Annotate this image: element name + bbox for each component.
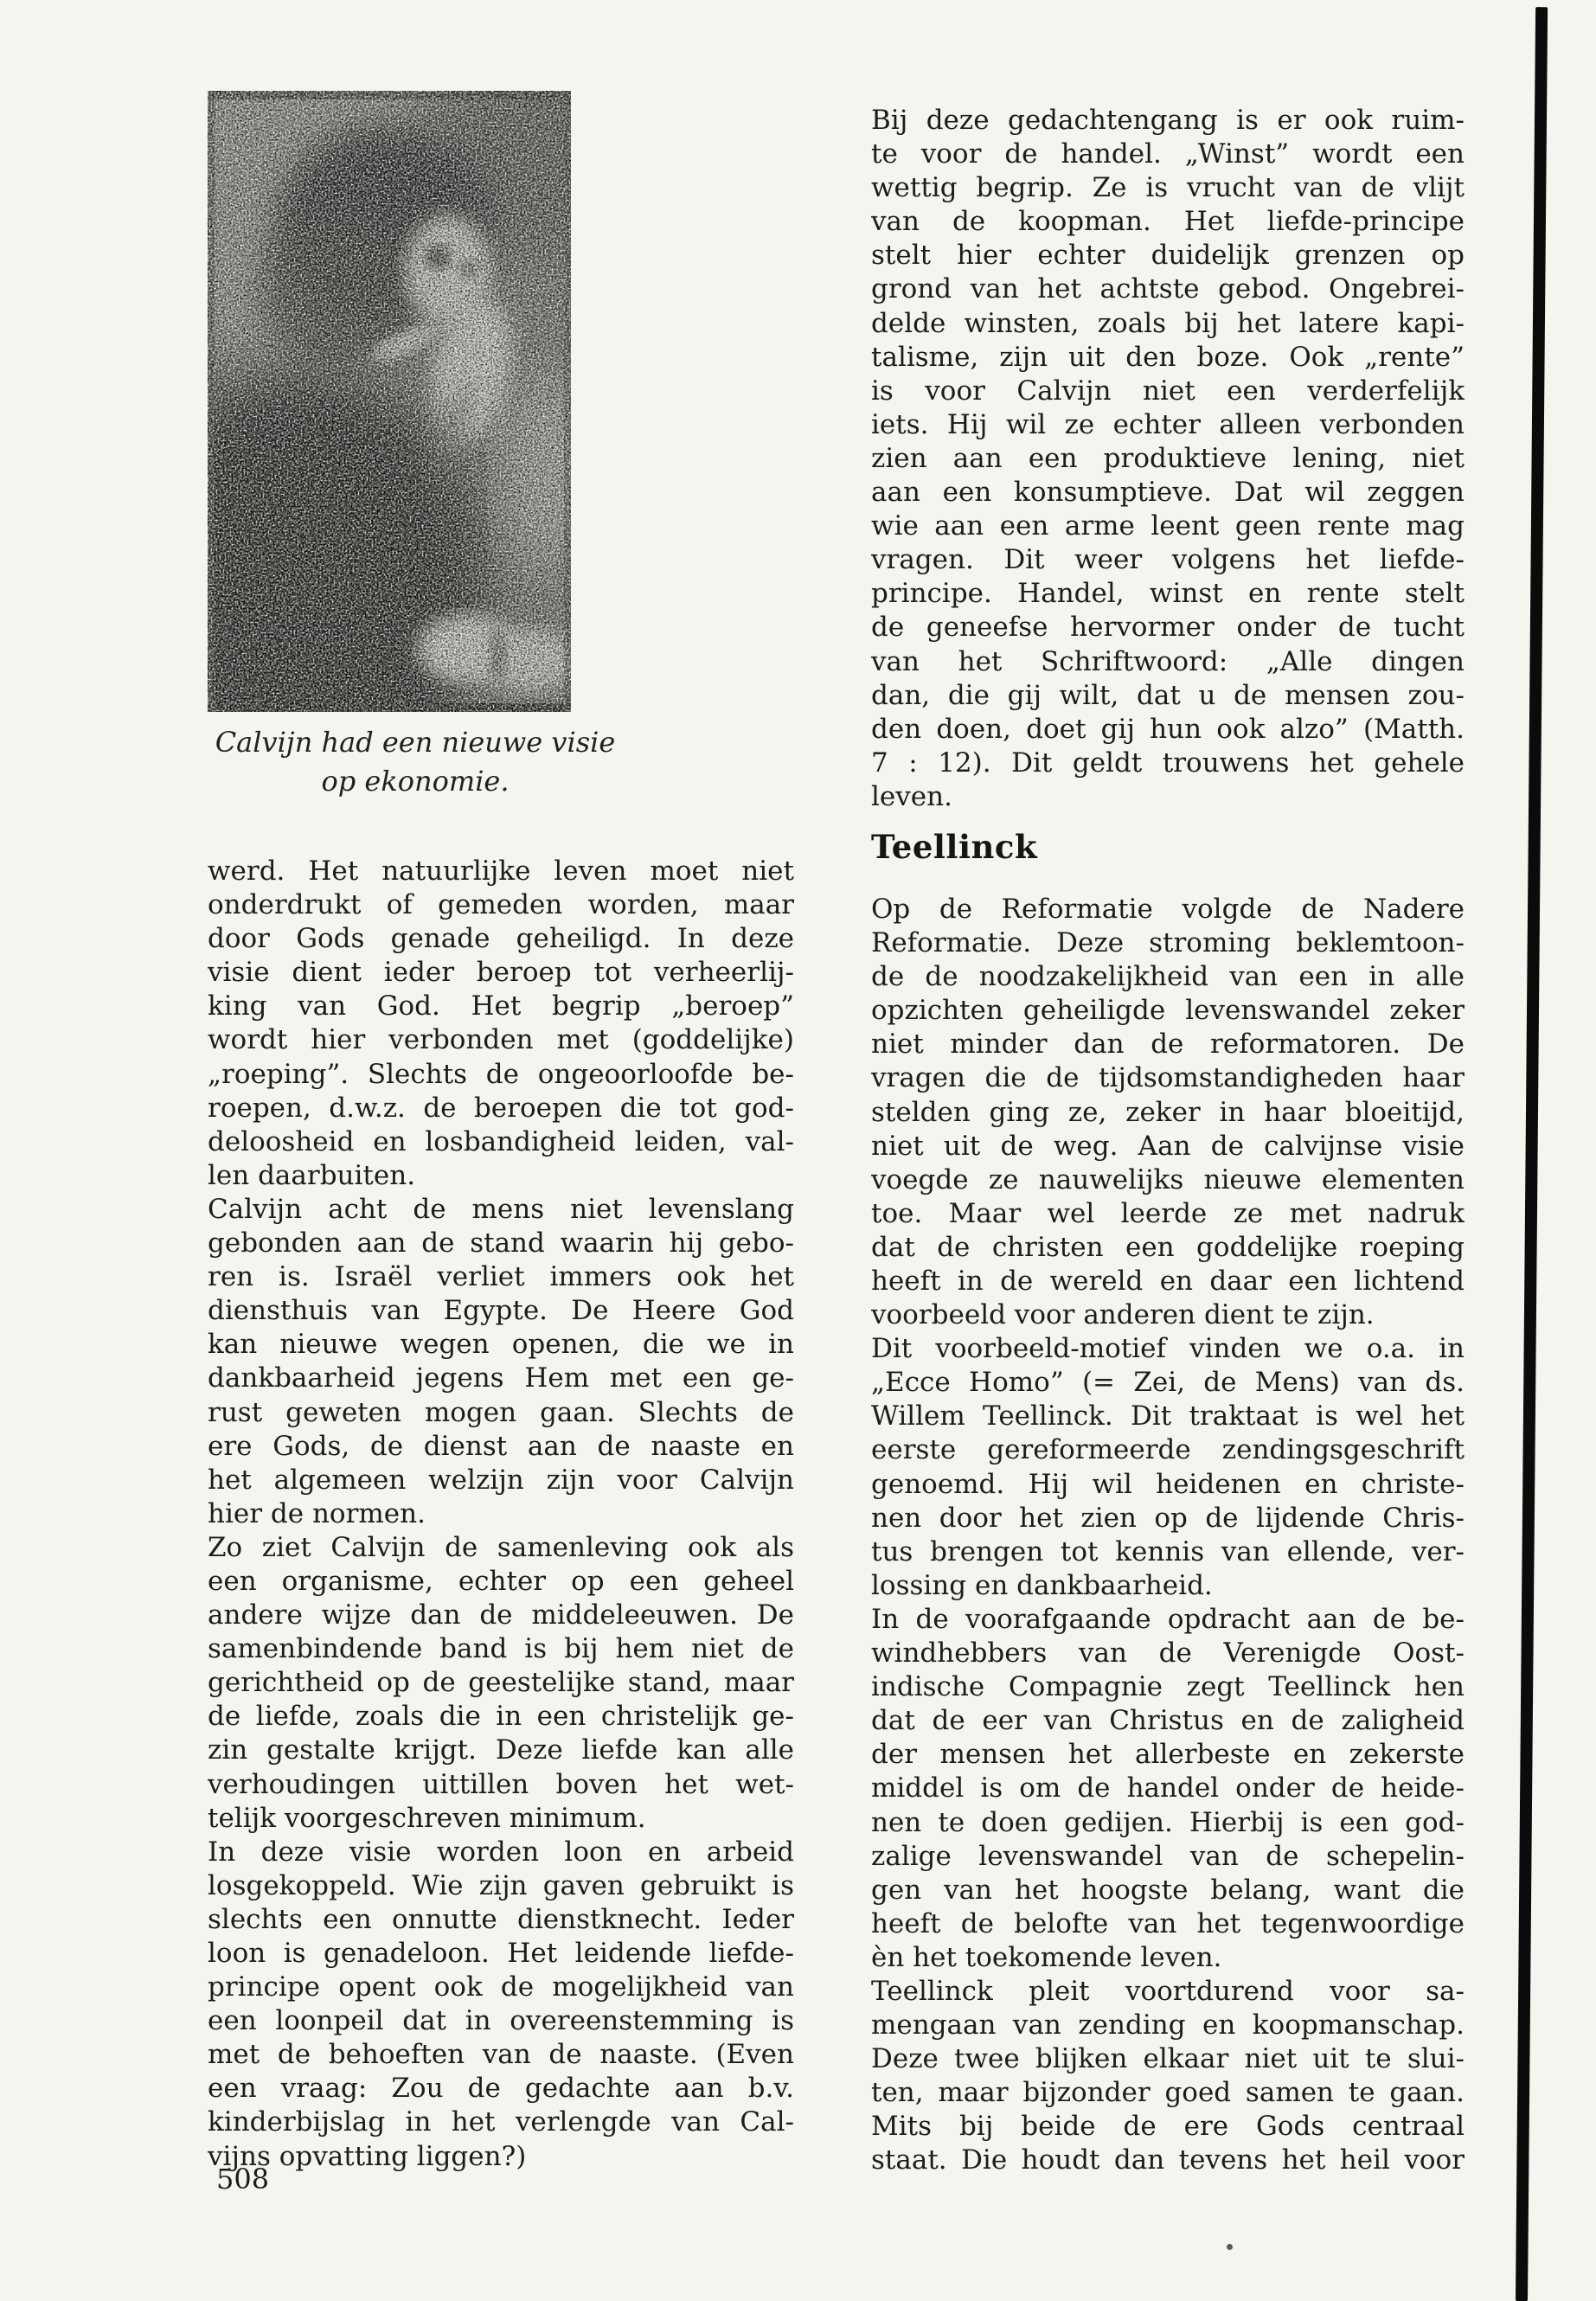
text-line: gebonden aan de stand waarin hij gebo- bbox=[208, 1227, 794, 1259]
right-column-section-teellinck bbox=[871, 893, 1465, 2178]
text-line: iets. Hij wil ze echter alleen verbonden bbox=[871, 408, 1465, 440]
text-line: gen van het hoogste belang, want die bbox=[871, 1874, 1465, 1906]
text-line: principe opent ook de mogelijkheid van bbox=[208, 1971, 794, 2003]
text-line: is voor Calvijn niet een verderfelijk bbox=[871, 375, 1465, 407]
text-line: visie dient ieder beroep tot verheerlij- bbox=[208, 957, 794, 989]
text-line: onderdrukt of gemeden worden, maar bbox=[208, 889, 794, 921]
text-line: delde winsten, zoals bij het latere kapi- bbox=[871, 307, 1465, 339]
section-heading-teellinck: Teellinck bbox=[871, 827, 1038, 866]
text-line: èn het toekomende leven. bbox=[871, 1941, 1222, 1973]
text-line: tus brengen tot kennis van ellende, ver- bbox=[871, 1535, 1465, 1567]
text-line: Deze twee blijken elkaar niet uit te slui- bbox=[871, 2043, 1465, 2075]
text-line: middel is om de handel onder de heide- bbox=[871, 1772, 1465, 1804]
text-line: ere Gods, de dienst aan de naaste en bbox=[208, 1430, 794, 1462]
text-line: een organisme, echter op een geheel bbox=[208, 1565, 794, 1597]
text-line: wie aan een arme leent geen rente mag bbox=[871, 510, 1465, 542]
text-line: heeft de belofte van het tegenwoordige bbox=[871, 1907, 1465, 1939]
text-line: door Gods genade geheiligd. In deze bbox=[208, 923, 794, 955]
page-number: 508 bbox=[216, 2163, 270, 2195]
text-line: andere wijze dan de middeleeuwen. De bbox=[208, 1599, 794, 1631]
scan-edge-bar bbox=[1516, 7, 1548, 2301]
text-line: Teellinck pleit voortdurend voor sa- bbox=[871, 1975, 1465, 2007]
text-line: Zo ziet Calvijn de samenleving ook als bbox=[208, 1531, 794, 1563]
text-line: stelden ging ze, zeker in haar bloeitijd, bbox=[871, 1096, 1465, 1128]
text-line: lossing en dankbaarheid. bbox=[871, 1569, 1213, 1601]
text-line: roepen, d.w.z. de beroepen die tot god- bbox=[208, 1092, 794, 1124]
right-column bbox=[871, 104, 1465, 2178]
text-line: Reformatie. Deze stroming beklemtoon- bbox=[871, 927, 1465, 959]
text-line: opzichten geheiligde levenswandel zeker bbox=[871, 995, 1465, 1027]
text-line: niet uit de weg. Aan de calvijnse visie bbox=[871, 1130, 1465, 1162]
text-line: king van God. Het begrip „beroep” bbox=[208, 990, 794, 1022]
text-line: voorbeeld voor anderen dient te zijn. bbox=[871, 1299, 1375, 1331]
text-line: len daarbuiten. bbox=[208, 1159, 416, 1191]
text-line: dat de christen een goddelijke roeping bbox=[871, 1231, 1465, 1263]
text-line: staat. Die houdt dan tevens het heil voor bbox=[871, 2144, 1465, 2176]
text-line: van de koopman. Het liefde-principe bbox=[871, 206, 1465, 238]
figure-caption-line-1: Calvijn had een nieuwe visie bbox=[215, 726, 616, 759]
text-line: gerichtheid op de geestelijke stand, maar bbox=[208, 1667, 794, 1699]
text-line: een loonpeil dat in overeenstemming is bbox=[208, 2005, 794, 2037]
text-line: mengaan van zending en koopmanschap. bbox=[871, 2009, 1465, 2041]
text-line: kan nieuwe wegen openen, die we in bbox=[208, 1329, 794, 1361]
text-line: hier de normen. bbox=[208, 1497, 426, 1529]
text-line: principe. Handel, winst en rente stelt bbox=[871, 578, 1465, 610]
calvijn-portrait-photo bbox=[208, 91, 571, 712]
text-line: talisme, zijn uit den boze. Ook „rente” bbox=[871, 341, 1465, 373]
text-line: zien aan een produktieve lening, niet bbox=[871, 442, 1465, 474]
text-line: 7 : 12). Dit geldt trouwens het gehele bbox=[871, 747, 1465, 779]
text-line: zalige levenswandel van de schepelin- bbox=[871, 1840, 1465, 1872]
text-line: zin gestalte krijgt. Deze liefde kan alle bbox=[208, 1734, 794, 1766]
text-line: den doen, doet gij hun ook alzo” (Matth. bbox=[871, 713, 1465, 745]
text-line: nen te doen gedijen. Hierbij is een god- bbox=[871, 1806, 1465, 1838]
text-line: van het Schriftwoord: „Alle dingen bbox=[871, 645, 1465, 677]
figure bbox=[208, 91, 571, 712]
text-line: verhoudingen uittillen boven het wet- bbox=[208, 1768, 794, 1800]
text-line: deloosheid en losbandigheid leiden, val- bbox=[208, 1125, 794, 1157]
text-line: ten, maar bijzonder goed samen te gaan. bbox=[871, 2077, 1465, 2109]
figure-caption bbox=[208, 723, 623, 801]
text-line: windhebbers van de Verenigde Oost- bbox=[871, 1638, 1465, 1670]
text-line: voegde ze nauwelijks nieuwe elementen bbox=[871, 1163, 1465, 1195]
text-line: grond van het achtste gebod. Ongebrei- bbox=[871, 273, 1465, 305]
right-column-intro bbox=[871, 104, 1465, 814]
text-line: de de noodzakelijkheid van een in alle bbox=[871, 961, 1465, 993]
text-line: vragen die de tijdsomstandigheden haar bbox=[871, 1062, 1465, 1094]
text-line: met de behoeften van de naaste. (Even bbox=[208, 2039, 794, 2071]
text-line: dan, die gij wilt, dat u de mensen zou- bbox=[871, 679, 1465, 711]
text-line: „roeping”. Slechts de ongeoorloofde be- bbox=[208, 1058, 794, 1090]
left-column bbox=[208, 855, 794, 2174]
text-line: rust geweten mogen gaan. Slechts de bbox=[208, 1396, 794, 1428]
text-line: Willem Teellinck. Dit traktaat is wel het bbox=[871, 1400, 1465, 1433]
scan-speck bbox=[1227, 2244, 1233, 2250]
text-line: een vraag: Zou de gedachte aan b.v. bbox=[208, 2073, 794, 2105]
text-line: stelt hier echter duidelijk grenzen op bbox=[871, 240, 1465, 272]
text-line: vijns opvatting liggen?) bbox=[208, 2140, 527, 2172]
text-line: Dit voorbeeld-motief vinden we o.a. in bbox=[871, 1333, 1465, 1365]
text-line: slechts een onnutte dienstknecht. Ieder bbox=[208, 1903, 794, 1935]
text-line: het algemeen welzijn zijn voor Calvijn bbox=[208, 1464, 794, 1496]
text-line: wordt hier verbonden met (goddelijke) bbox=[208, 1024, 794, 1056]
figure-caption-line-2: op ekonomie. bbox=[321, 765, 510, 798]
text-line: der mensen het allerbeste en zekerste bbox=[871, 1739, 1465, 1771]
text-line: genoemd. Hij wil heidenen en christe- bbox=[871, 1468, 1465, 1500]
text-line: leven. bbox=[871, 780, 952, 812]
text-line: niet minder dan de reformatoren. De bbox=[871, 1029, 1465, 1061]
text-line: Mits bij beide de ere Gods centraal bbox=[871, 2111, 1465, 2143]
text-line: In deze visie worden loon en arbeid bbox=[208, 1836, 794, 1868]
text-line: losgekoppeld. Wie zijn gaven gebruikt is bbox=[208, 1869, 794, 1901]
text-line: samenbindende band is bij hem niet de bbox=[208, 1633, 794, 1665]
text-line: In de voorafgaande opdracht aan de be- bbox=[871, 1603, 1465, 1635]
text-line: eerste gereformeerde zendingsgeschrift bbox=[871, 1434, 1465, 1466]
text-line: wettig begrip. Ze is vrucht van de vlijt bbox=[871, 172, 1465, 204]
text-line: kinderbijslag in het verlengde van Cal- bbox=[208, 2106, 794, 2138]
text-line: werd. Het natuurlijke leven moet niet bbox=[208, 856, 794, 887]
text-line: dat de eer van Christus en de zaligheid bbox=[871, 1705, 1465, 1737]
text-line: aan een konsumptieve. Dat wil zeggen bbox=[871, 477, 1465, 509]
text-line: ren is. Israël verliet immers ook het bbox=[208, 1261, 794, 1293]
text-line: diensthuis van Egypte. De Heere God bbox=[208, 1295, 794, 1327]
text-line: de geneefse hervormer onder de tucht bbox=[871, 612, 1465, 644]
text-line: telijk voorgeschreven minimum. bbox=[208, 1802, 646, 1834]
text-line: loon is genadeloon. Het leidende liefde- bbox=[208, 1938, 794, 1969]
text-line: de liefde, zoals die in een christelijk ge- bbox=[208, 1701, 794, 1733]
text-line: dankbaarheid jegens Hem met een ge- bbox=[208, 1362, 794, 1394]
text-line: „Ecce Homo” (= Zei, de Mens) van ds. bbox=[871, 1367, 1465, 1399]
text-line: heeft in de wereld en daar een lichtend bbox=[871, 1266, 1465, 1297]
text-line: vragen. Dit weer volgens het liefde- bbox=[871, 544, 1465, 576]
text-line: te voor de handel. „Winst” wordt een bbox=[871, 138, 1465, 170]
text-line: Calvijn acht de mens niet levenslang bbox=[208, 1193, 794, 1225]
text-line: Op de Reformatie volgde de Nadere bbox=[871, 893, 1465, 925]
text-line: nen door het zien op de lijdende Chris- bbox=[871, 1502, 1465, 1534]
text-line: indische Compagnie zegt Teellinck hen bbox=[871, 1671, 1465, 1703]
text-line: Bij deze gedachtengang is er ook ruim- bbox=[871, 105, 1465, 136]
text-line: toe. Maar wel leerde ze met nadruk bbox=[871, 1197, 1465, 1229]
